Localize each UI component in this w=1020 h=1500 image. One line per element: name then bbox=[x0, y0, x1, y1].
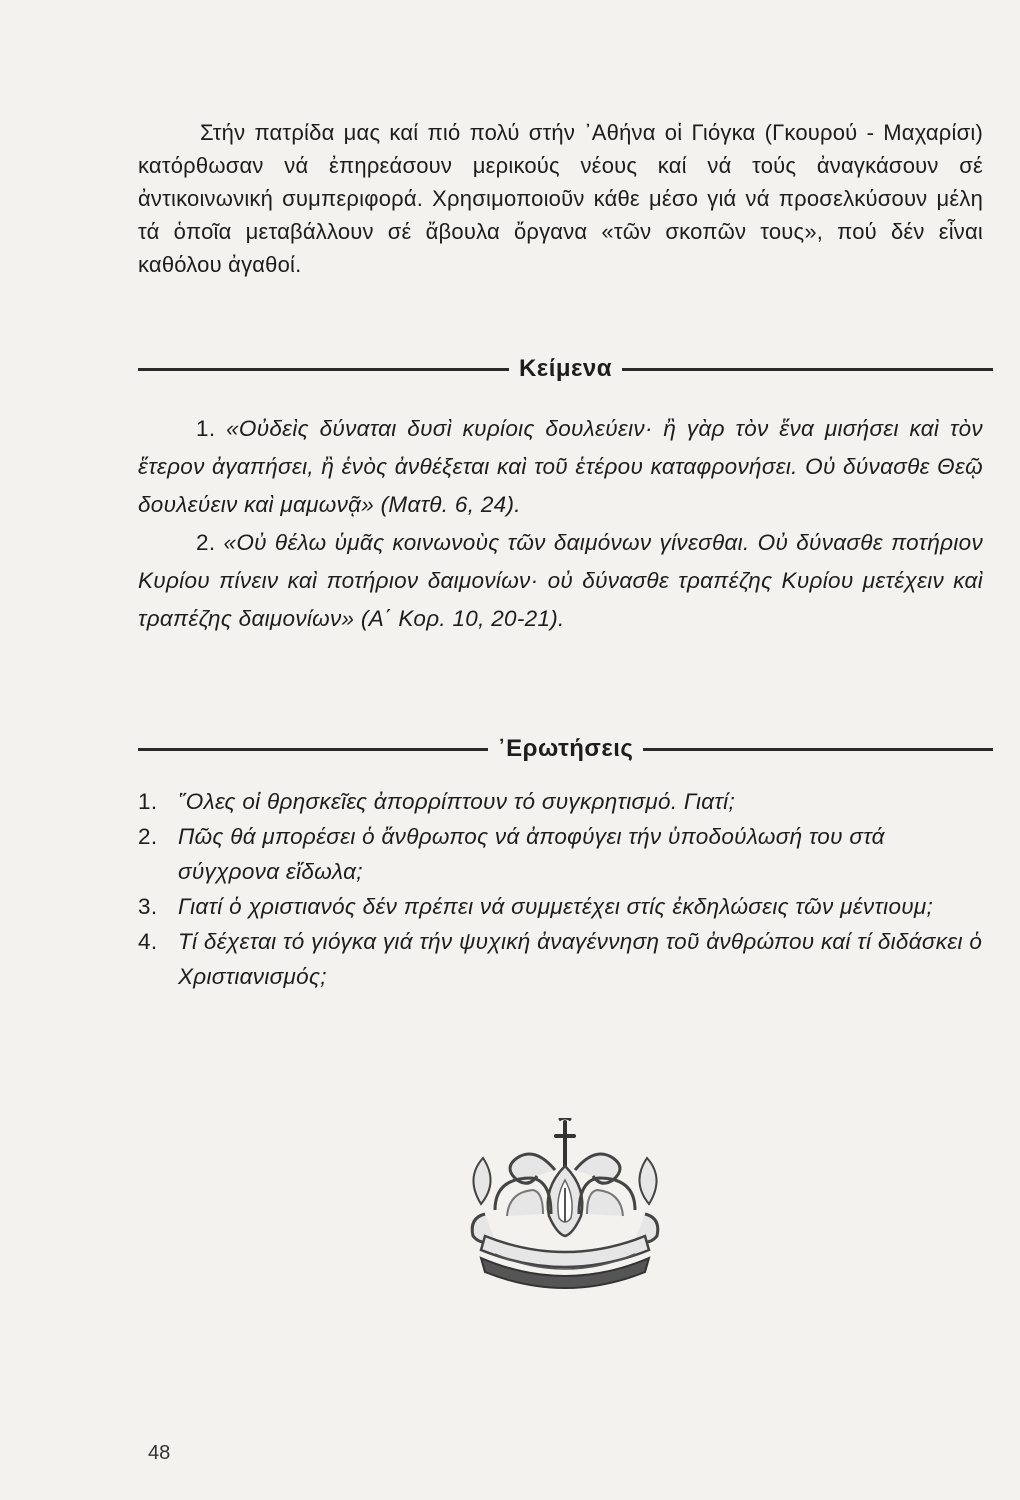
question-text: Τί δέχεται τό γιόγκα γιά τήν ψυχική ἀναγέννηση τοῦ ἀνθρώπου καί τί διδάσκει ὁ Χριστιανισμός; bbox=[178, 929, 983, 989]
question-text: Γιατί ὁ χριστιανός δέν πρέπει νά συμμετέχει στίς ἐκδηλώσεις τῶν μέντιουμ; bbox=[178, 894, 934, 919]
questions-section-header bbox=[138, 734, 993, 764]
heading-rule-left bbox=[138, 748, 488, 751]
scripture-text-body: «Οὐ θέλω ὑμᾶς κοινωνοὺς τῶν δαιμόνων γίνεσθαι. Οὐ δύνασθε ποτήριον Κυρίου πίνειν καὶ ποτήριον δαιμονίων· οὐ δύνασθε τραπέζης Κυρίου μετέχειν καὶ τραπέζης δαιμονίων» (Α΄ Κορ. 10, 20-21). bbox=[138, 530, 983, 631]
question-number: 2. bbox=[138, 824, 158, 849]
scripture-text-item bbox=[138, 410, 983, 524]
heading-rule-left bbox=[138, 368, 509, 371]
questions-heading: ᾽Ερωτήσεις bbox=[497, 735, 634, 762]
question-item bbox=[138, 784, 988, 819]
crown-cross-ornament-icon bbox=[455, 1118, 675, 1298]
question-number: 4. bbox=[138, 929, 158, 954]
questions-list bbox=[138, 784, 988, 994]
texts-heading: Κείμενα bbox=[518, 355, 613, 382]
question-item bbox=[138, 924, 988, 994]
heading-rule-right bbox=[622, 368, 993, 371]
scripture-text-number: 2. bbox=[196, 530, 216, 555]
question-number: 1. bbox=[138, 789, 158, 814]
intro-paragraph: Στήν πατρίδα μας καί πιό πολύ στήν ᾽Αθήνα οἱ Γιόγκα (Γκουρού - Μαχαρίσι) κατόρθωσαν νά ἐπηρεάσουν μερικούς νέους καί νά τούς ἀναγκάσουν σέ ἀντικοινωνική συμπεριφορά. Χρησιμοποιοῦν κάθε μέσο γιά νά προσελκύσουν μέλη τά ὁποῖα μεταβάλλουν σέ ἄβουλα ὄργανα «τῶν σκοπῶν τους», πού δέν εἶναι καθόλου ἀγαθοί. bbox=[138, 120, 983, 277]
scripture-text-number: 1. bbox=[196, 416, 216, 441]
heading-rule-right bbox=[643, 748, 993, 751]
question-text: Πῶς θά μπορέσει ὁ ἄνθρωπος νά ἀποφύγει τήν ὑποδούλωσή του στά σύγχρονα εἴδωλα; bbox=[178, 824, 885, 884]
question-item bbox=[138, 819, 988, 889]
page-number: 48 bbox=[148, 1442, 171, 1464]
scripture-texts bbox=[138, 410, 983, 638]
question-number: 3. bbox=[138, 894, 158, 919]
question-text: ῞Ολες οἱ θρησκεῖες ἀπορρίπτουν τό συγκρητισμό. Γιατί; bbox=[178, 789, 735, 814]
question-item bbox=[138, 889, 988, 924]
scripture-text-body: «Οὐδεὶς δύναται δυσὶ κυρίοις δουλεύειν· ἢ γὰρ τὸν ἕνα μισήσει καὶ τὸν ἕτερον ἀγαπήσει, ἢ ἑνὸς ἀνθέξεται καὶ τοῦ ἑτέρου καταφρονήσει. Οὐ δύνασθε Θεῷ δουλεύειν καὶ μαμωνᾷ» (Ματθ. 6, 24). bbox=[138, 416, 983, 517]
texts-section-header bbox=[138, 354, 993, 384]
scripture-text-item bbox=[138, 524, 983, 638]
